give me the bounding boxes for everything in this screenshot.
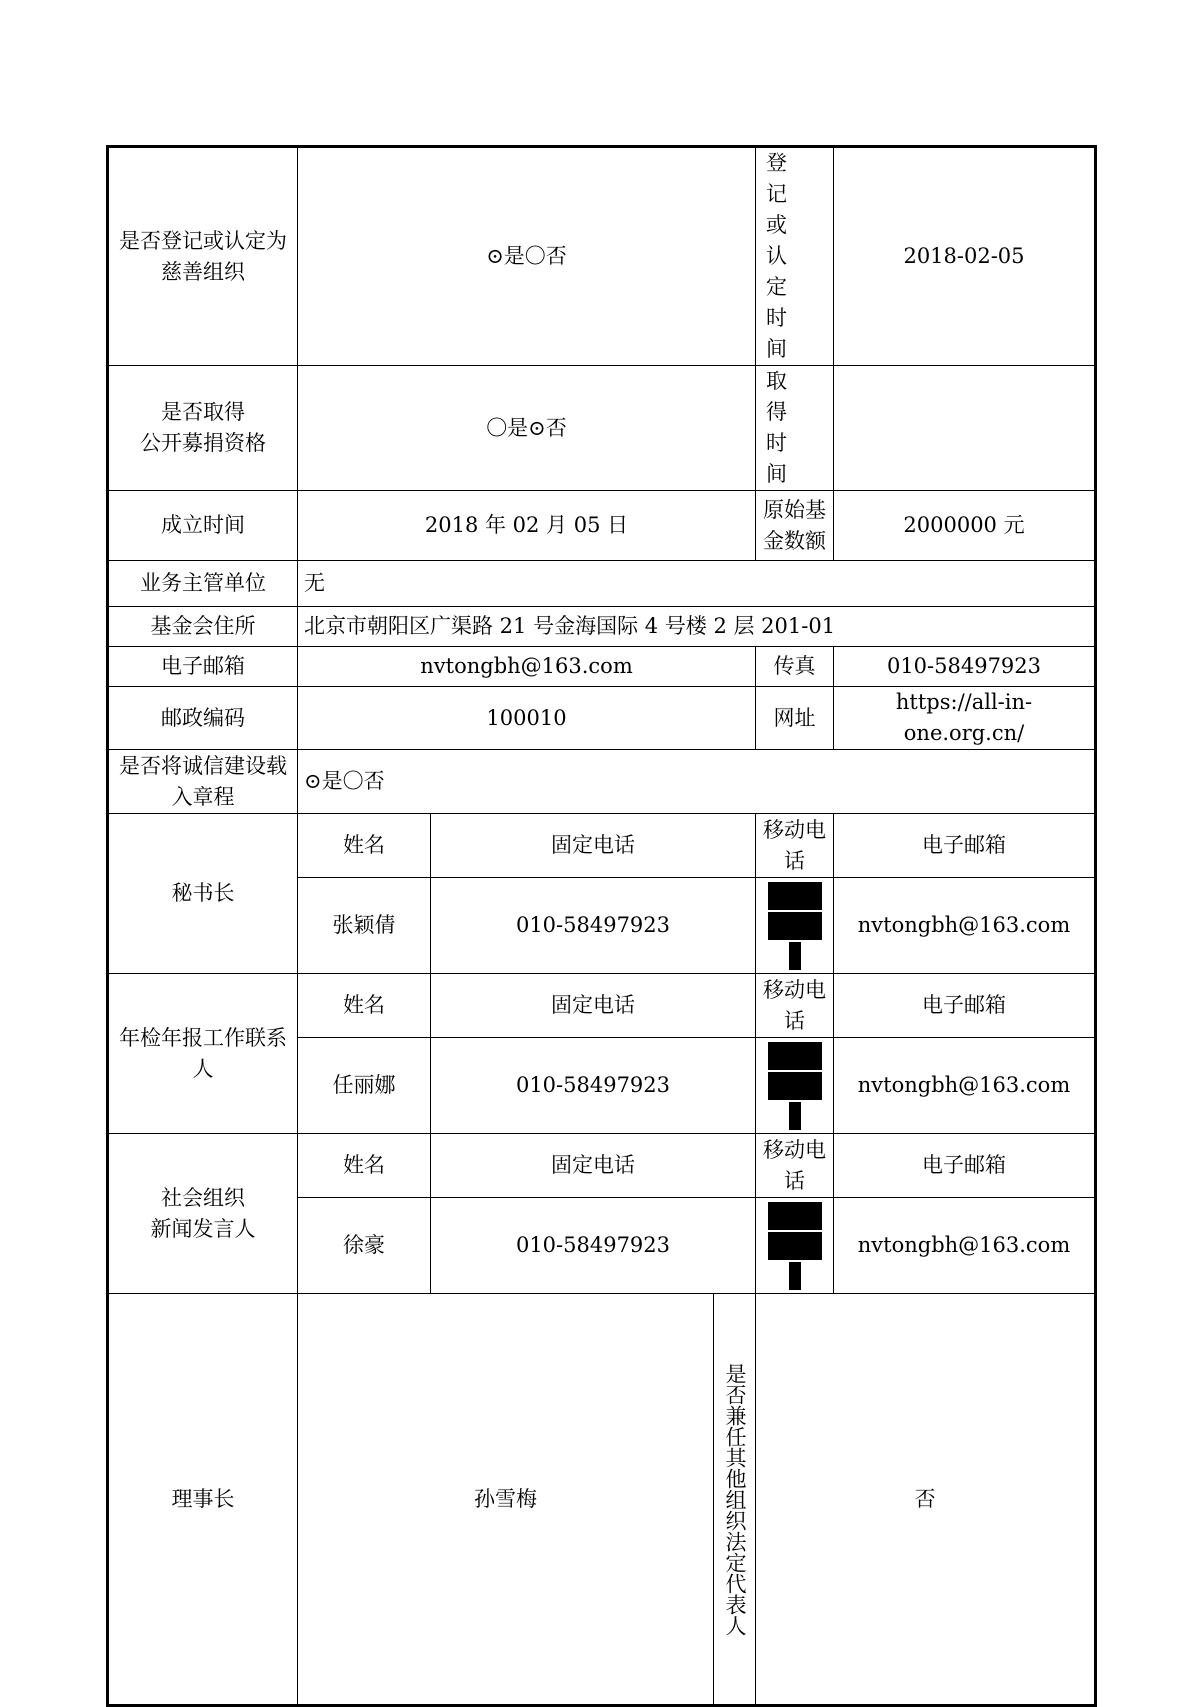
spokesperson-label [108,1134,298,1294]
spokesperson-email: nvtongbh@163.com [834,1198,1096,1294]
redaction-mark [756,1198,833,1290]
redaction-mark [756,878,833,970]
charity-time-value: 2018-02-05 [834,147,1096,366]
email-value: nvtongbh@163.com [298,647,756,687]
annual-report-contact-mobile [756,1038,834,1134]
postal-label: 邮政编码 [108,687,298,750]
charity-time-label: 登 记或 认定 时间 [756,147,834,366]
secretary-general-mobile [756,878,834,974]
header-landline: 固定电话 [431,1134,756,1198]
redaction-mark [756,1038,833,1130]
header-mobile: 移动电话 [756,974,834,1038]
header-landline: 固定电话 [431,974,756,1038]
header-landline: 固定电话 [431,814,756,878]
email-label: 电子邮箱 [108,647,298,687]
address-label: 基金会住所 [108,607,298,647]
annual-report-contact-name: 任丽娜 [298,1038,431,1134]
header-email: 电子邮箱 [834,1134,1096,1198]
established-value: 2018 年 02 月 05 日 [298,491,756,561]
header-name: 姓名 [298,814,431,878]
fax-value: 010-58497923 [834,647,1096,687]
spokesperson-label-line1: 社会组织 [161,1185,245,1210]
spokesperson-mobile [756,1198,834,1294]
spokesperson-name: 徐豪 [298,1198,431,1294]
annual-report-contact-label: 年检年报工作联系人 [108,974,298,1134]
chairman-label: 理事长 [108,1294,298,1706]
secretary-general-landline: 010-58497923 [431,878,756,974]
fundraising-label-line2: 公开募捐资格 [140,431,266,455]
postal-value: 100010 [298,687,756,750]
secretary-general-label: 秘书长 [108,814,298,974]
established-label: 成立时间 [108,491,298,561]
fundraising-value: 〇是⊙否 [298,366,756,491]
address-value: 北京市朝阳区广渠路 21 号金海国际 4 号楼 2 层 201-01 [298,607,1096,647]
supervisor-value: 无 [298,561,1096,607]
fund-amount-label: 原始基金数额 [756,491,834,561]
charity-label: 是否登记或认定为慈善组织 [108,147,298,366]
chairman-name: 孙雪梅 [298,1294,714,1706]
integrity-value: ⊙是〇否 [298,750,1096,814]
header-name: 姓名 [298,1134,431,1198]
spokesperson-landline: 010-58497923 [431,1198,756,1294]
integrity-label: 是否将诚信建设载入章程 [108,750,298,814]
secretary-general-name: 张颖倩 [298,878,431,974]
header-mobile: 移动电话 [756,814,834,878]
concurrent-role-value: 否 [756,1294,1096,1706]
spokesperson-label-line2: 新闻发言人 [150,1216,256,1241]
website-label: 网址 [756,687,834,750]
header-mobile: 移动电话 [756,1134,834,1198]
header-email: 电子邮箱 [834,814,1096,878]
concurrent-role-label: 是否兼任其他组织法定代表人 [714,1294,756,1706]
fund-amount-value: 2000000 元 [834,491,1096,561]
header-name: 姓名 [298,974,431,1038]
header-email: 电子邮箱 [834,974,1096,1038]
fundraising-label [108,366,298,491]
annual-report-contact-email: nvtongbh@163.com [834,1038,1096,1134]
secretary-general-email: nvtongbh@163.com [834,878,1096,974]
fundraising-time-value [834,366,1096,491]
annual-report-contact-landline: 010-58497923 [431,1038,756,1134]
foundation-info-table [106,145,1097,1707]
fundraising-time-label: 取 得时间 [756,366,834,491]
website-value: https://all-in-one.org.cn/ [834,687,1096,750]
supervisor-label: 业务主管单位 [108,561,298,607]
fax-label: 传真 [756,647,834,687]
fundraising-label-line1: 是否取得 [161,400,245,424]
charity-value: ⊙是〇否 [298,147,756,366]
